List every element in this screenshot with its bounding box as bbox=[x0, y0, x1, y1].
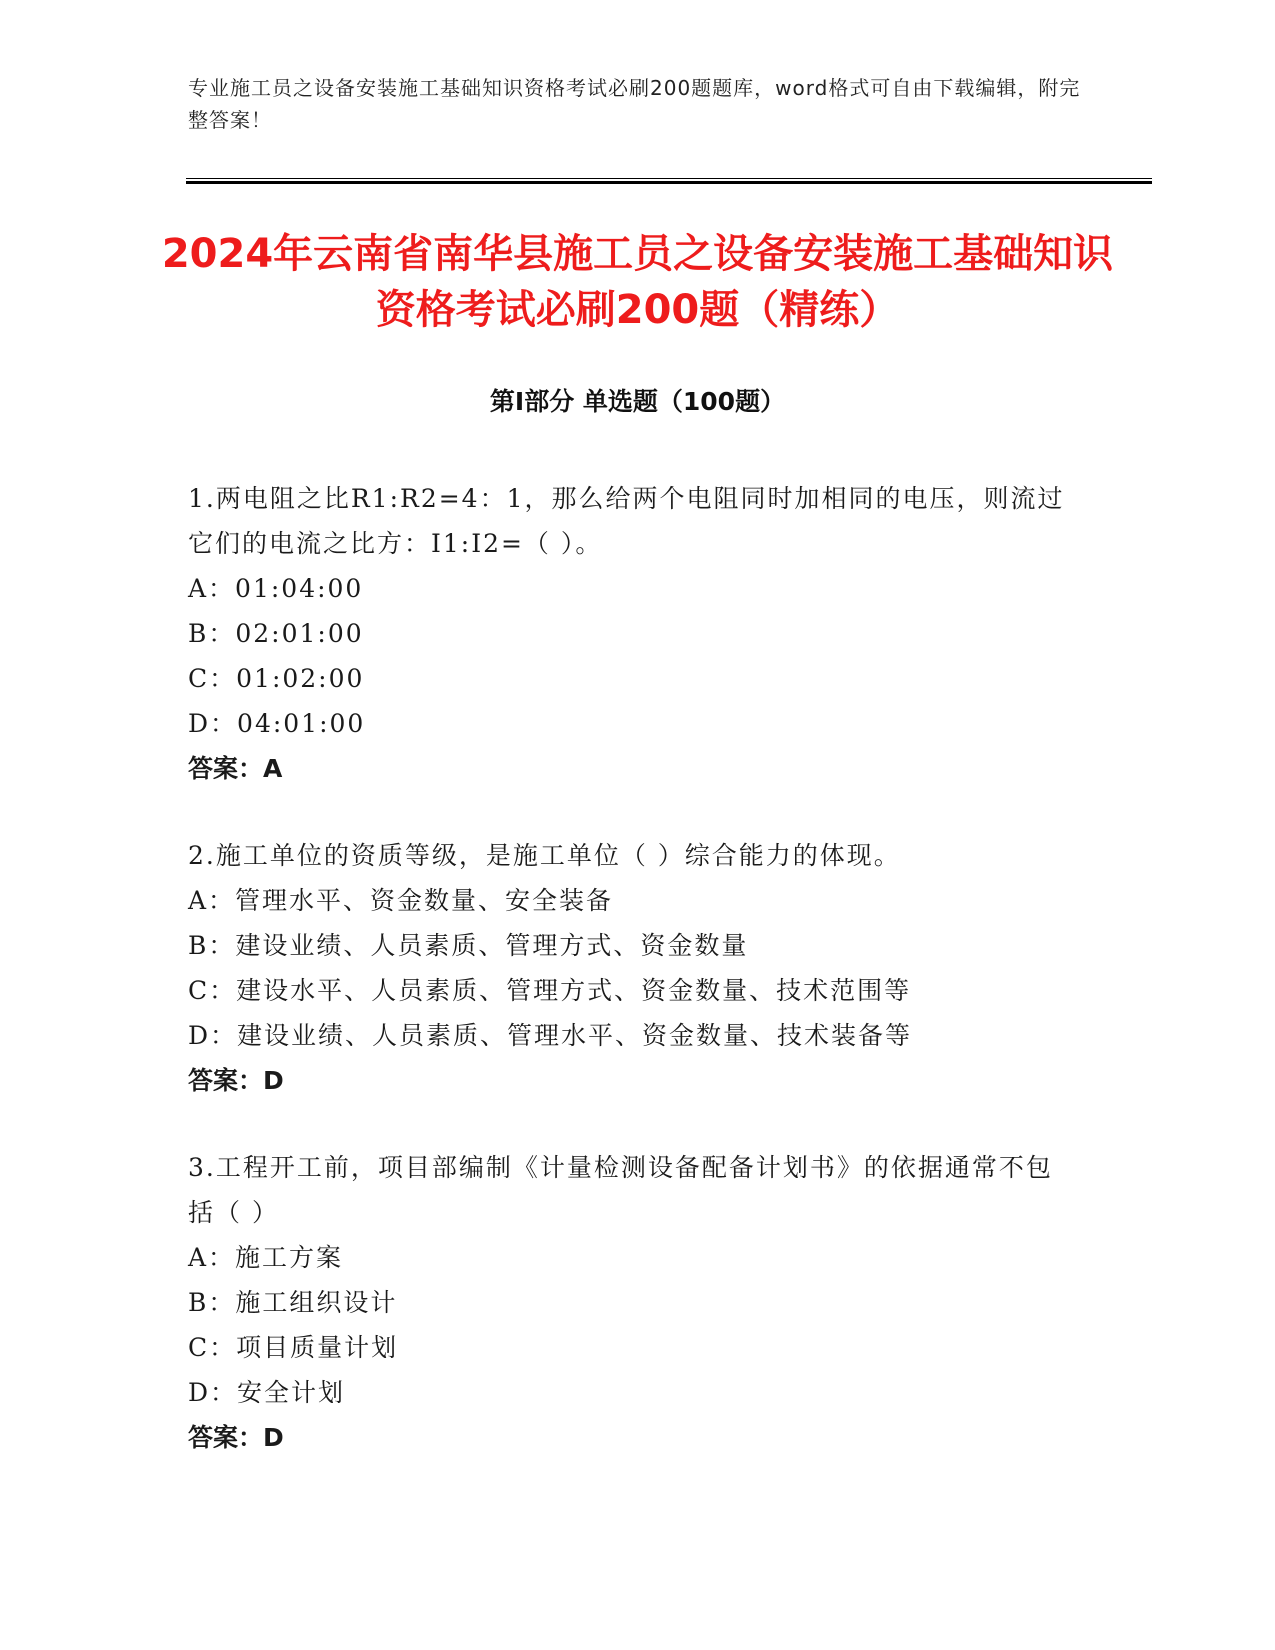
question-stem: 2.施工单位的资质等级，是施工单位（ ）综合能力的体现。 bbox=[188, 841, 901, 870]
answer: 答案：A bbox=[188, 754, 283, 783]
question-1 bbox=[188, 476, 1068, 791]
question-3 bbox=[188, 1145, 1068, 1460]
question-2 bbox=[188, 833, 1068, 1103]
option-b: B：建设业绩、人员素质、管理方式、资金数量 bbox=[188, 931, 749, 960]
question-stem: 3.工程开工前，项目部编制《计量检测设备配备计划书》的依据通常不包括（ ） bbox=[188, 1153, 1053, 1227]
question-list bbox=[188, 476, 1068, 1502]
header-divider-thin bbox=[186, 178, 1152, 179]
answer: 答案：D bbox=[188, 1423, 284, 1452]
document-title: 2024年云南省南华县施工员之设备安装施工基础知识资格考试必刷200题（精练） bbox=[161, 231, 1114, 333]
option-b: B：施工组织设计 bbox=[188, 1288, 398, 1317]
question-stem: 1.两电阻之比R1:R2=4：1，那么给两个电阻同时加相同的电压，则流过它们的电流之比方：I1:I2=（ ）。 bbox=[188, 484, 1065, 558]
option-d: D：建设业绩、人员素质、管理水平、资金数量、技术装备等 bbox=[188, 1021, 913, 1050]
answer: 答案：D bbox=[188, 1066, 284, 1095]
section-title: 第Ⅰ部分 单选题（100题） bbox=[489, 387, 786, 416]
option-a: A：施工方案 bbox=[188, 1243, 344, 1272]
option-a: A：01:04:00 bbox=[188, 574, 364, 603]
option-b: B：02:01:00 bbox=[188, 619, 364, 648]
option-c: C：项目质量计划 bbox=[188, 1333, 399, 1362]
option-c: C：01:02:00 bbox=[188, 664, 365, 693]
option-a: A：管理水平、资金数量、安全装备 bbox=[188, 886, 614, 915]
option-c: C：建设水平、人员素质、管理方式、资金数量、技术范围等 bbox=[188, 976, 912, 1005]
header-note: 专业施工员之设备安装施工基础知识资格考试必刷200题题库，word格式可自由下载编辑，附完整答案！ bbox=[188, 76, 1081, 132]
option-d: D：安全计划 bbox=[188, 1378, 346, 1407]
option-d: D：04:01:00 bbox=[188, 709, 366, 738]
header-divider-thick bbox=[186, 181, 1152, 184]
